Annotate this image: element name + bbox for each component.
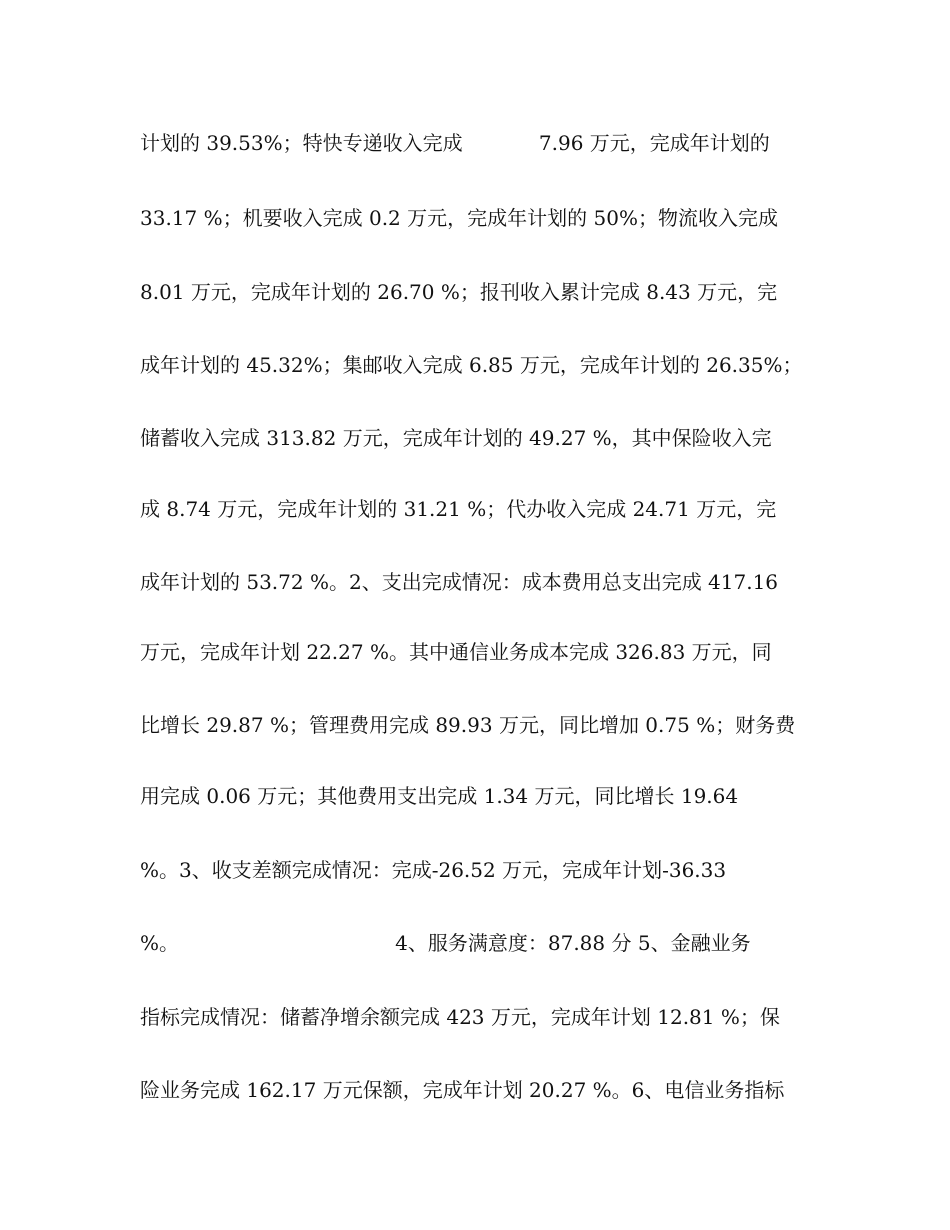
text-line: 成 8.74 万元，完成年计划的 31.21 %；代办收入完成 24.71 万元，完: [140, 497, 777, 521]
text-line: 成年计划的 45.32%；集邮收入完成 6.85 万元，完成年计划的 26.35%；: [140, 353, 803, 377]
text-line: 用完成 0.06 万元；其他费用支出完成 1.34 万元，同比增长 19.64: [140, 784, 739, 808]
text-line: %。 4、服务满意度：87.88 分 5、金融业务: [140, 931, 751, 955]
text-line: 成年计划的 53.72 %。2、支出完成情况：成本费用总支出完成 417.16: [140, 570, 779, 594]
text-line: 储蓄收入完成 313.82 万元，完成年计划的 49.27 %，其中保险收入完: [140, 426, 772, 450]
text-line: 33.17 %；机要收入完成 0.2 万元，完成年计划的 50%；物流收入完成: [140, 206, 778, 230]
text-line: 指标完成情况：储蓄净增余额完成 423 万元，完成年计划 12.81 %；保: [140, 1005, 780, 1029]
text-line: %。3、收支差额完成情况：完成-26.52 万元，完成年计划-36.33: [140, 858, 727, 882]
text-line: 计划的 39.53%；特快专递收入完成 7.96 万元，完成年计划的: [140, 131, 770, 155]
text-line: 比增长 29.87 %；管理费用完成 89.93 万元，同比增加 0.75 %；财务费: [140, 713, 796, 737]
text-line: 万元，完成年计划 22.27 %。其中通信业务成本完成 326.83 万元，同: [140, 640, 772, 664]
text-line: 险业务完成 162.17 万元保额，完成年计划 20.27 %。6、电信业务指标: [140, 1078, 785, 1102]
text-line: 8.01 万元，完成年计划的 26.70 %；报刊收入累计完成 8.43 万元，完: [140, 280, 778, 304]
